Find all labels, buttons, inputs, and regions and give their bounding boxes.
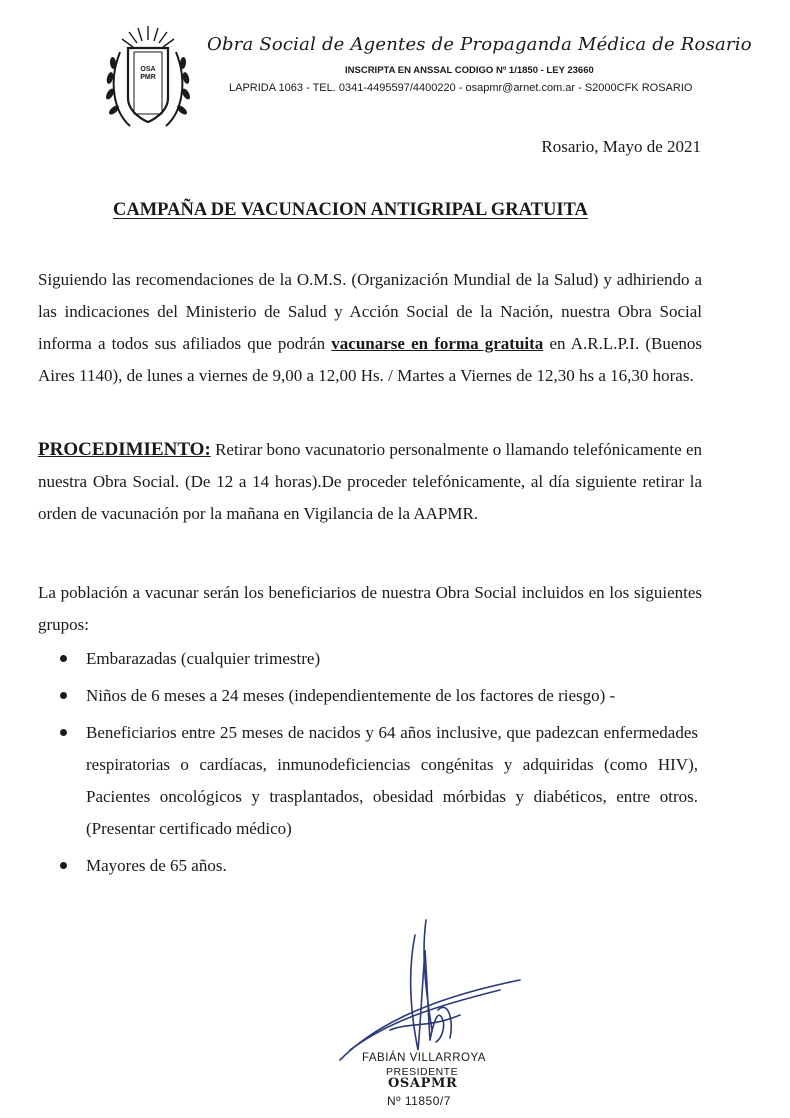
group-text: Beneficiarios entre 25 meses de nacidos y 64 años inclusive, que padezcan enfermedades respiratorias o cardíacas, inmunodeficiencias congénitas y adquiridas (como HIV), Pacientes oncológicos y trasplantados, obesidad mórbidas y diabéticos, entre otros.(Presentar certificado médico) (86, 723, 698, 838)
procedure-text: Retirar bono vacunatorio personalmente o llamando telefónicamente en nuestra Obra Social. (De 12 a 14 horas).De proceder telefónicamente, al día siguiente retirar la orden de vacunación por la mañana en Vigilancia de la AAPMR. (38, 440, 702, 523)
logo-lettering: OSAPMR (140, 66, 156, 81)
signatory-name: FABIÁN VILLARROYA (362, 1052, 486, 1064)
group-text: Mayores de 65 años. (86, 856, 227, 875)
document-date: Rosario, Mayo de 2021 (541, 137, 701, 156)
signatory-role: PRESIDENTE (386, 1066, 459, 1078)
registration-line: INSCRIPTA EN ANSSAL CODIGO Nº 1/1850 - LEY 23660 (345, 65, 594, 76)
list-item (56, 850, 698, 882)
handwritten-signature (330, 910, 530, 1070)
list-item (56, 643, 698, 675)
organization-logo (100, 22, 196, 134)
group-text: Niños de 6 meses a 24 meses (independientemente de los factores de riesgo) - (86, 686, 616, 705)
list-item (56, 680, 698, 712)
contact-address: LAPRIDA 1063 - TEL. 0341-4495597/4400220 - osapmr@arnet.com.ar - S2000CFK ROSARIO (229, 82, 693, 94)
organization-name: Obra Social de Agentes de Propaganda Médica de Rosario (207, 34, 752, 55)
intro-text-2: en A.R.L.P.I. (Buenos Aires 1140), de lunes a viernes de 9,00 a 12,00 Hs. / Martes a Viernes de 12,30 hs a 16,30 horas. (38, 334, 703, 385)
procedure-label: PROCEDIMIENTO: (38, 439, 211, 460)
procedure-paragraph (38, 434, 702, 530)
document-title: CAMPAÑA DE VACUNACION ANTIGRIPAL GRATUITA (113, 200, 588, 220)
intro-highlight: vacunarse en forma gratuita (331, 334, 544, 353)
bullet-icon (60, 655, 67, 662)
intro-text-1: Siguiendo las recomendaciones de la O.M.S. (Organización Mundial de la Salud) y adhiriendo a las indicaciones del Ministerio de Salud y Acción Social de la Nación, nuestra Obra Social informa a todos sus afiliados que podrán (38, 270, 702, 353)
group-text: Embarazadas (cualquier trimestre) (86, 649, 321, 668)
intro-paragraph (38, 264, 702, 392)
bullet-icon (60, 692, 67, 699)
groups-list (56, 643, 698, 887)
bullet-icon (60, 862, 67, 869)
population-intro: La población a vacunar serán los beneficiarios de nuestra Obra Social incluidos en los siguientes grupos: (38, 583, 702, 634)
bullet-icon (60, 729, 67, 736)
signatory-number: Nº 11850/7 (387, 1094, 451, 1108)
signatory-org: OSAPMR (388, 1076, 458, 1091)
list-item (56, 717, 698, 845)
